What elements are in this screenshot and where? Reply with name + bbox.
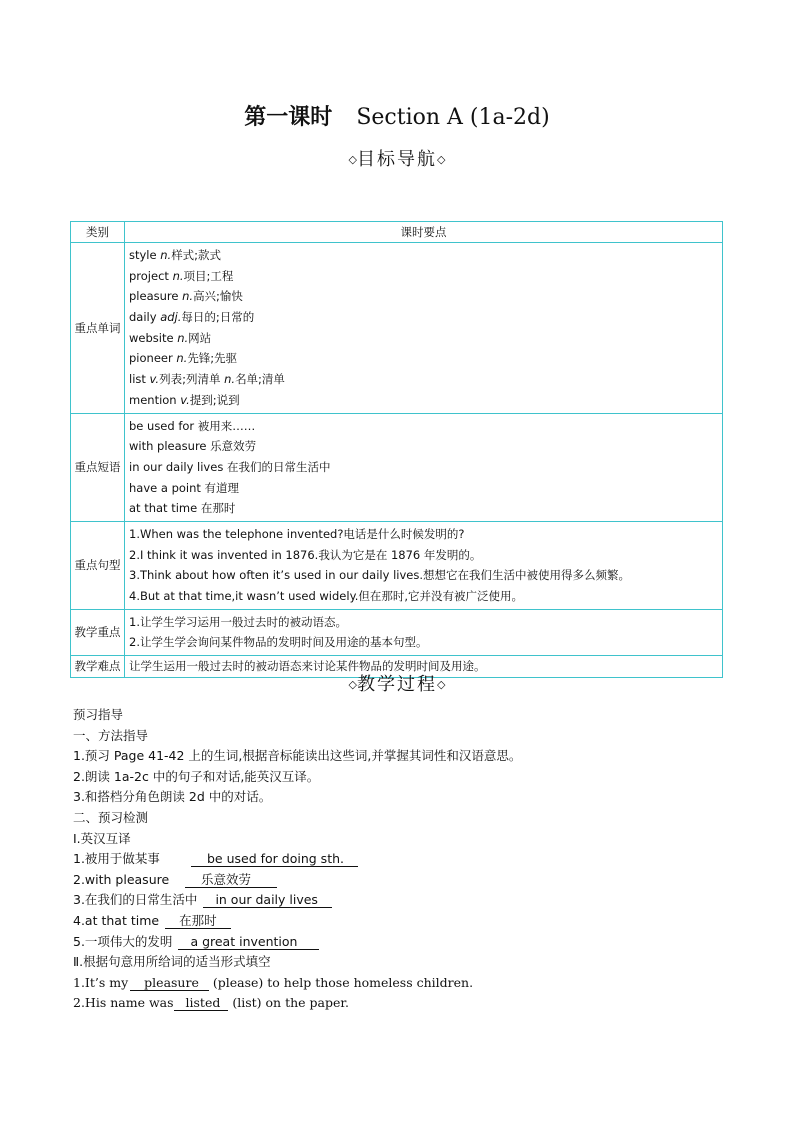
- category-cell: 重点短语: [71, 413, 125, 521]
- diamond-icon: ◇: [437, 678, 446, 691]
- points-cell: [125, 243, 723, 414]
- list-item: [129, 390, 718, 411]
- column-header-category: 类别: [71, 222, 125, 243]
- list-item: 3.Think about how often it’s used in our daily lives.想想它在我们生活中被使用得多么频繁。: [129, 568, 630, 583]
- part-of-speech: n.: [176, 351, 188, 366]
- page-title: [0, 101, 794, 135]
- meaning: 网站: [188, 330, 212, 345]
- preview-heading: 预习指导: [73, 707, 124, 722]
- meaning: 提到;说到: [189, 392, 240, 407]
- word: mention: [129, 392, 181, 407]
- table-header-row: [71, 222, 723, 243]
- answer-blank: be used for doing sth.: [191, 851, 358, 867]
- list-item: [129, 245, 718, 266]
- list-item: in our daily lives 在我们的日常生活中: [129, 459, 331, 474]
- list-item: 2.I think it was invented in 1876.我认为它是在 1876 年发明的。: [129, 547, 482, 562]
- exercise-item: [73, 973, 733, 994]
- sentence-start: 2.His name was: [73, 995, 174, 1011]
- word: project: [129, 268, 173, 283]
- sentence-end: (please) to help those homeless children.: [212, 974, 474, 990]
- part-of-speech: adj.: [160, 310, 182, 325]
- word: list: [129, 372, 150, 387]
- table-row: [71, 521, 723, 609]
- word: style: [129, 248, 161, 262]
- lesson-label: 第一课时: [244, 105, 333, 130]
- list-item: [129, 266, 718, 287]
- points-cell: [125, 413, 723, 521]
- part-of-speech: n.: [182, 289, 194, 304]
- category-cell: 教学难点: [71, 656, 125, 678]
- list-item: at that time 在那时: [129, 501, 236, 516]
- question: 2.with pleasure: [73, 871, 170, 887]
- word: pleasure: [129, 289, 183, 304]
- table-row: [71, 413, 723, 521]
- category-cell: 重点句型: [71, 521, 125, 609]
- section-label: Section A (1a-2d): [356, 105, 550, 130]
- meaning: 每日的;日常的: [181, 310, 255, 325]
- answer-blank: listed: [174, 995, 229, 1011]
- meaning: 名单;清单: [235, 372, 285, 387]
- method-title: 一、方法指导: [73, 727, 149, 743]
- category-cell: 教学重点: [71, 609, 125, 655]
- part-of-speech: n.: [172, 268, 184, 283]
- word: pioneer: [129, 351, 177, 366]
- question: 3.在我们的日常生活中: [73, 892, 198, 908]
- answer-blank: in our daily lives: [203, 892, 332, 908]
- exercise-item: [73, 849, 733, 870]
- meaning: 列表;列清单: [159, 372, 225, 387]
- diamond-icon: ◇: [348, 153, 357, 166]
- column-header-points: 课时要点: [125, 222, 723, 243]
- list-item: [129, 307, 718, 328]
- list-item: have a point 有道理: [129, 480, 240, 495]
- lesson-points-table: [70, 221, 723, 678]
- part-of-speech: v.: [180, 392, 190, 407]
- part-of-speech: n.: [177, 330, 189, 345]
- exercise-item: [73, 993, 733, 1014]
- part1-title: Ⅰ.英汉互译: [73, 830, 131, 846]
- exercise-item: [73, 911, 733, 932]
- preview-section: [73, 705, 733, 1014]
- goal-nav-label: 目标导航: [357, 149, 437, 170]
- process-label: 教学过程: [357, 674, 437, 695]
- exercise-item: [73, 932, 733, 953]
- method-item: 2.朗读 1a-2c 中的句子和对话,能英汉互译。: [73, 768, 320, 784]
- list-item: [129, 348, 718, 369]
- answer-blank: pleasure: [130, 975, 209, 991]
- meaning: 项目;工程: [183, 268, 234, 283]
- part-of-speech: n.: [224, 372, 236, 387]
- sentence-end: (list) on the paper.: [232, 995, 349, 1011]
- meaning: 高兴;愉快: [193, 289, 243, 304]
- list-item: be used for 被用来……: [129, 418, 256, 433]
- list-item: [129, 328, 718, 349]
- points-cell: [125, 521, 723, 609]
- list-item: 4.But at that time,it wasn’t used widely.但在那时,它并没有被广泛使用。: [129, 589, 524, 603]
- method-item: 3.和搭档分角色朗读 2d 中的对话。: [73, 789, 272, 805]
- list-item: with pleasure 乐意效劳: [129, 439, 257, 454]
- category-cell: 重点单词: [71, 243, 125, 414]
- list-item: 1.When was the telephone invented?电话是什么时候发明的?: [129, 526, 465, 541]
- list-item: [129, 369, 718, 390]
- word: daily: [129, 310, 161, 325]
- answer-blank: a great invention: [178, 934, 319, 950]
- answer-blank: 在那时: [165, 913, 231, 929]
- table-row: [71, 609, 723, 655]
- list-item: 让学生运用一般过去时的被动语态来讨论某件物品的发明时间及用途。: [129, 659, 486, 674]
- method-item: 1.预习 Page 41-42 上的生词,根据音标能读出这些词,并掌握其词性和汉语意思。: [73, 748, 522, 764]
- question: 5.一项伟大的发明: [73, 933, 173, 949]
- part-of-speech: n.: [160, 248, 172, 262]
- goal-nav-heading: [0, 146, 794, 174]
- exercise-item: [73, 890, 733, 911]
- question: 1.被用于做某事: [73, 851, 160, 867]
- answer-blank: 乐意效劳: [185, 872, 277, 888]
- part-of-speech: v.: [149, 372, 160, 387]
- table-row: [71, 243, 723, 414]
- diamond-icon: ◇: [437, 153, 446, 166]
- list-item: [129, 286, 718, 307]
- part2-title: Ⅱ.根据句意用所给词的适当形式填空: [73, 954, 271, 970]
- meaning: 样式;款式: [171, 248, 222, 262]
- list-item: 1.让学生学习运用一般过去时的被动语态。: [129, 614, 347, 629]
- list-item: 2.让学生学会询问某件物品的发明时间及用途的基本句型。: [129, 635, 428, 650]
- sentence-start: 1.It’s my: [73, 974, 129, 990]
- exercise-item: [73, 870, 733, 891]
- meaning: 先锋;先驱: [187, 351, 238, 366]
- check-title: 二、预习检测: [73, 809, 149, 825]
- word: website: [129, 330, 178, 345]
- diamond-icon: ◇: [348, 678, 357, 691]
- points-cell: [125, 609, 723, 655]
- question: 4.at that time: [73, 912, 160, 928]
- process-heading: [0, 671, 794, 699]
